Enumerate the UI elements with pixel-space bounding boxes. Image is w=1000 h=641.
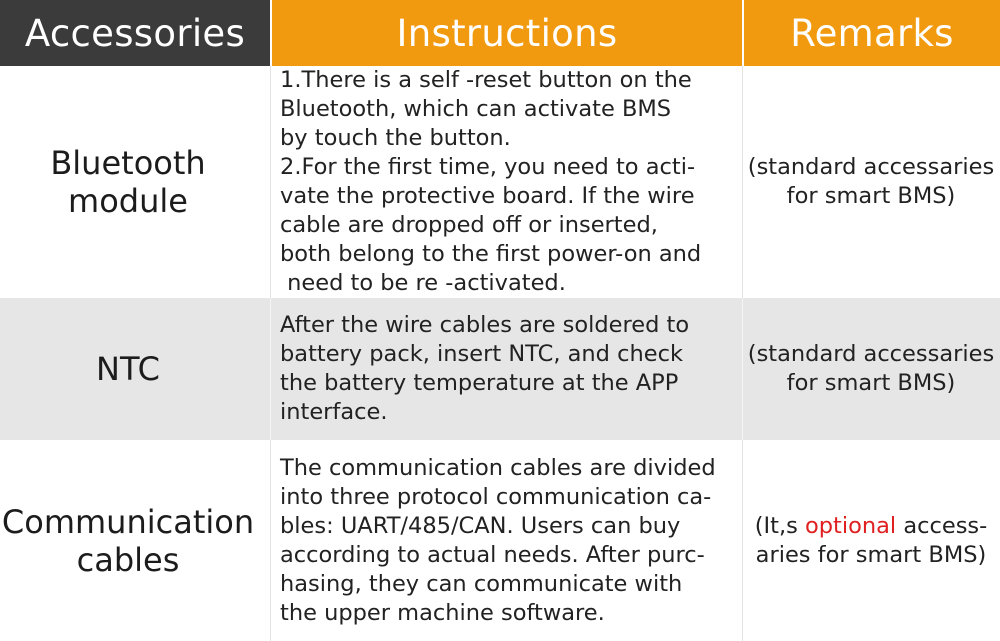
optional-highlight: optional (804, 512, 897, 539)
instruction-line: vate the protective board. If the wire (280, 183, 695, 209)
instruction-line: bles: UART/485/CAN. Users can buy (280, 512, 681, 539)
accessory-name-line: cables (76, 540, 180, 579)
remark-suffix: access- (896, 512, 988, 539)
instruction-line: 1.There is a self -reset button on the (280, 67, 692, 93)
accessory-name-line: Bluetooth (50, 144, 206, 182)
table-row-bluetooth (0, 66, 1000, 298)
accessory-cell (0, 298, 256, 440)
instructions-cell (280, 66, 740, 298)
column-divider (270, 440, 271, 641)
table-row-communication-cables (0, 440, 1000, 641)
remark-line: aries for smart BMS) (755, 541, 987, 568)
accessory-cell (0, 66, 256, 298)
column-divider (742, 66, 743, 298)
instruction-line: interface. (280, 399, 388, 425)
column-divider (270, 66, 271, 298)
remarks-cell (744, 440, 998, 641)
instruction-line: the battery temperature at the APP (280, 370, 679, 396)
header-instructions: Instructions (272, 0, 742, 66)
instruction-line: by touch the button. (280, 125, 511, 151)
instruction-line: the upper machine software. (280, 599, 605, 626)
instruction-line: according to actual needs. After purc- (280, 541, 705, 568)
accessory-cell (0, 440, 256, 641)
remarks-cell (744, 298, 998, 440)
instruction-line: need to be re -activated. (280, 270, 566, 296)
column-divider (742, 440, 743, 641)
remark-line (755, 512, 988, 541)
remarks-cell (744, 66, 998, 298)
remark-line: for smart BMS) (786, 183, 956, 209)
table-row-ntc (0, 298, 1000, 440)
column-divider (270, 298, 271, 440)
header-remarks: Remarks (744, 0, 1000, 66)
accessory-name-line: module (68, 182, 188, 220)
instruction-line: The communication cables are divided (280, 454, 716, 481)
instruction-line: battery pack, insert NTC, and check (280, 341, 683, 367)
remark-line: for smart BMS) (786, 370, 956, 396)
instruction-line: into three protocol communication ca- (280, 483, 712, 510)
remark-line: (standard accessaries (747, 341, 995, 367)
instruction-line: both belong to the first power-on and (280, 241, 702, 267)
instructions-cell (280, 440, 740, 641)
remark-prefix: (It,s (754, 512, 805, 539)
instruction-line: After the wire cables are soldered to (280, 312, 690, 338)
instruction-line: 2.For the first time, you need to acti- (280, 154, 696, 180)
instructions-cell (280, 298, 740, 440)
table-header-row (0, 0, 1000, 66)
remark-line: (standard accessaries (747, 154, 995, 180)
instruction-line: hasing, they can communicate with (280, 570, 683, 597)
header-accessories: Accessories (0, 0, 270, 66)
instruction-line: Bluetooth, which can activate BMS (280, 96, 672, 122)
accessory-name-line: Communication (1, 502, 255, 541)
instruction-line: cable are dropped off or inserted, (280, 212, 658, 238)
accessory-name-line: NTC (96, 350, 160, 388)
column-divider (742, 298, 743, 440)
